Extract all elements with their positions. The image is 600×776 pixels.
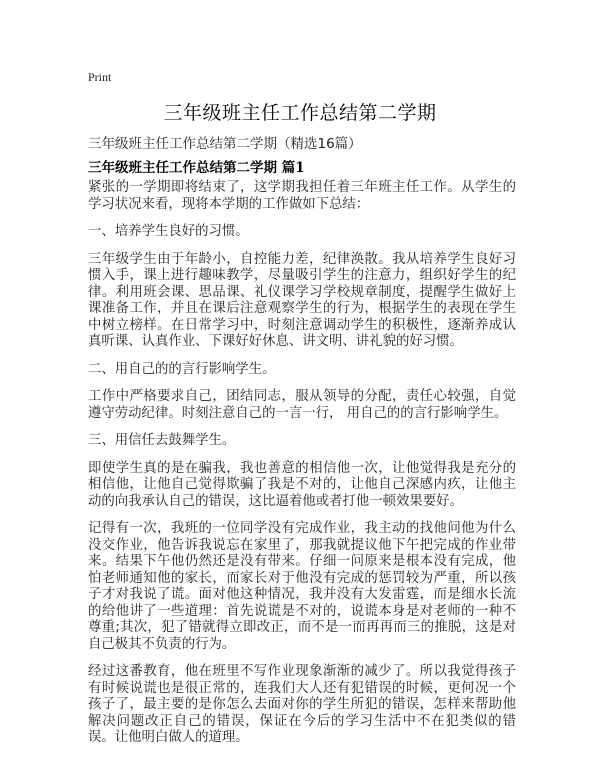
paragraph: 三年级学生由于年龄小，自控能力差，纪律涣散。我从培养学生良好习惯入手，课上进行趣味教学，尽量吸引学生的注意力，组织好学生的纪律。利用班会课、思品课、礼仪课学习学校规章制度，提醒学生做好上课准备工作，并且在课后注意观察学生的行为，根据学生的表现在学生中树立榜样。在日常学习中，时刻注意调动学生的积极性，逐渐养成认真听课、认真作业、下课好好休息、讲文明、讲礼貌的好习惯。 xyxy=(88,251,516,349)
section-heading-2: 二、用自己的的言行影响学生。 xyxy=(88,361,276,377)
paragraph: 即使学生真的是在骗我，我也善意的相信他一次，让他觉得我是充分的相信他，让他自己觉得欺骗了我是不对的，让他自己深感内疚，让他主动的向我承认自己的错误，这比逼着他或者打他一顿效果要好。 xyxy=(88,460,516,509)
section-heading-1: 一、培养学生良好的习惯。 xyxy=(88,224,249,239)
print-link[interactable]: Print xyxy=(88,70,112,84)
document-body xyxy=(88,180,516,758)
paragraph-intro: 紧张的一学期即将结束了，这学期我担任着三年班主任工作。从学生的学习状况来看，现将本学期的工作做如下总结： xyxy=(88,180,516,212)
section-heading-3: 三、用信任去鼓舞学生。 xyxy=(88,433,236,448)
paragraph: 工作中严格要求自己，团结同志，服从领导的分配，责任心较强，自觉遵守劳动纪律。时刻注意自己的一言一行， 用自己的的言行影响学生。 xyxy=(88,389,516,421)
section-heading: 三年级班主任工作总结第二学期 篇1 xyxy=(88,160,305,176)
paragraph: 经过这番教育，他在班里不写作业现象渐渐的减少了。所以我觉得孩子有时候说谎也是很正常的，连我们大人还有犯错误的时候，更何况一个孩子了，最主要的是你怎么去面对你的学生所犯的错误，怎样来帮助他解决问题改正自己的错误，保证在今后的学习生活中不在犯类似的错误。让他明白做人的道理。 xyxy=(88,664,516,745)
document-subtitle: 三年级班主任工作总结第二学期（精选16篇） xyxy=(88,136,362,152)
document-title: 三年级班主任工作总结第二学期 xyxy=(163,102,437,124)
paragraph: 记得有一次，我班的一位同学没有完成作业，我主动的找他问他为什么没交作业，他告诉我说忘在家里了，那我就提议他下午把完成的作业带来。结果下午他仍然还是没有带来。仔细一问原来是根本没有完成，他怕老师通知他的家长，而家长对于他没有完成的惩罚较为严重，所以孩子才对我说了谎。面对他这种情况，我并没有大发雷霆，而是细水长流的给他讲了一些道理：首先说谎是不对的，说谎本身是对老师的一种不尊重;其次，犯了错就得立即改正，而不是一而再再而三的推脱，这是对自己极其不负责的行为。 xyxy=(88,521,516,652)
